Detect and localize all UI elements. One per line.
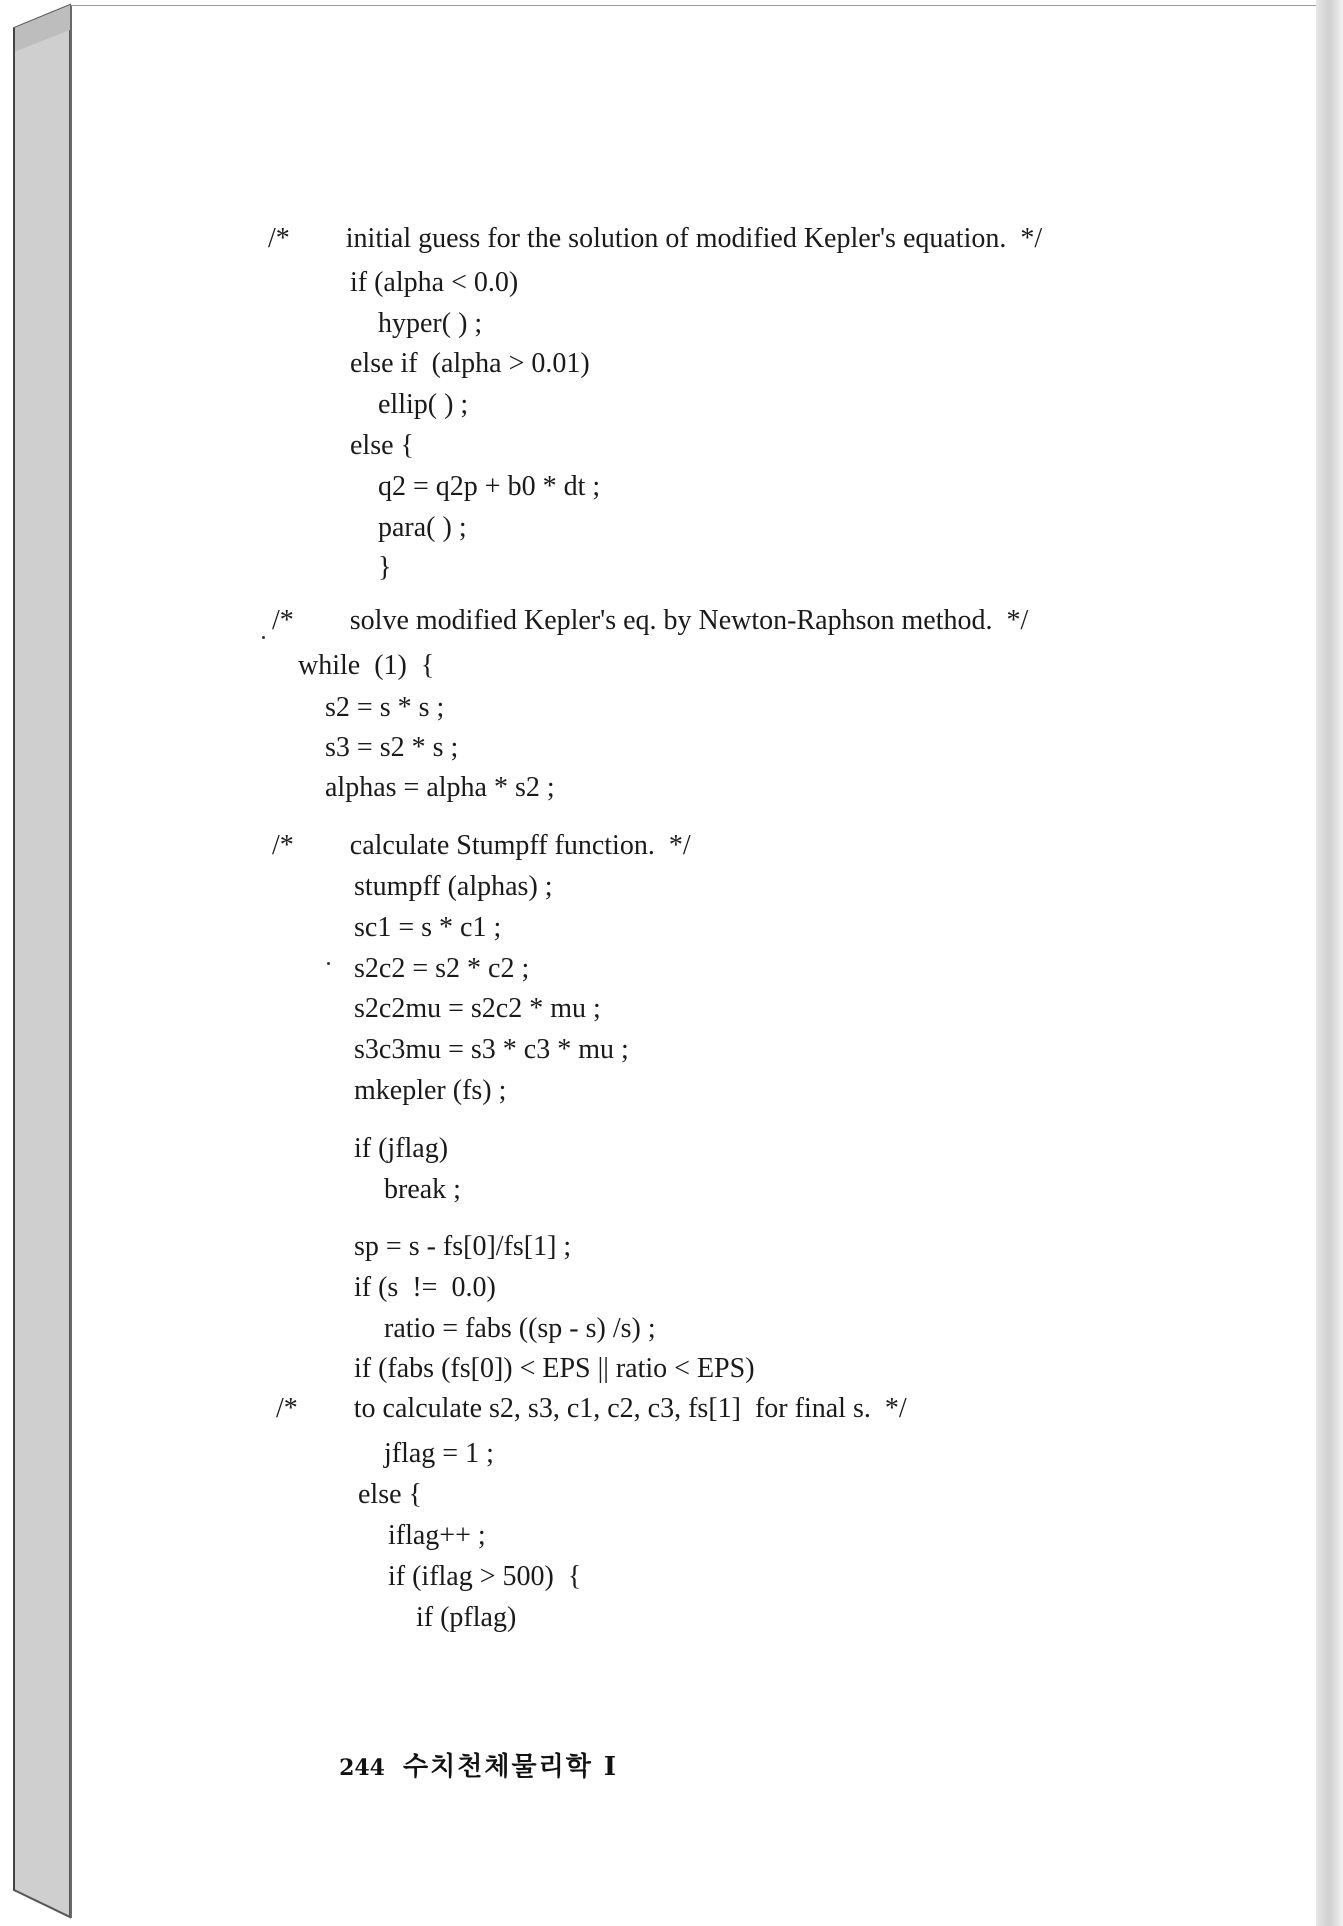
code-line: if (s != 0.0) (354, 1272, 496, 1303)
code-line: ratio = fabs ((sp - s) /s) ; (384, 1313, 656, 1344)
code-line: s2c2 = s2 * c2 ; (354, 953, 530, 984)
code-comment-line: /* calculate Stumpff function. */ (272, 830, 691, 861)
code-comment-line: /* solve modified Kepler's eq. by Newton-Raphson method. */ (272, 605, 1029, 636)
code-line: iflag++ ; (388, 1520, 486, 1551)
code-line: break ; (384, 1174, 461, 1205)
code-line: hyper( ) ; (378, 308, 483, 339)
code-line: if (alpha < 0.0) (350, 267, 519, 298)
code-line: sp = s - fs[0]/fs[1] ; (354, 1231, 572, 1262)
code-line: mkepler (fs) ; (354, 1075, 507, 1106)
code-comment-line: /* to calculate s2, s3, c1, c2, c3, fs[1] for final s. */ (276, 1393, 907, 1424)
code-line: stumpff (alphas) ; (354, 871, 553, 902)
page-number: 244 (339, 1755, 385, 1781)
page-sheet (70, 5, 1327, 1918)
code-line: alphas = alpha * s2 ; (325, 772, 555, 803)
code-line: s3 = s2 * s ; (325, 732, 459, 763)
code-line: s2 = s * s ; (325, 692, 445, 723)
code-line: } (378, 552, 392, 583)
code-line: para( ) ; (378, 512, 467, 543)
code-line: ellip( ) ; (378, 389, 469, 420)
code-line: else { (358, 1479, 422, 1510)
page-footer (306, 1716, 618, 1813)
code-line: if (pflag) (416, 1602, 517, 1633)
code-line: if (fabs (fs[0]) < EPS || ratio < EPS) (354, 1353, 755, 1384)
code-line: if (iflag > 500) { (388, 1561, 582, 1592)
page-right-edge (1316, 0, 1343, 1926)
code-line: s2c2mu = s2c2 * mu ; (354, 993, 601, 1024)
code-line: q2 = q2p + b0 * dt ; (378, 471, 601, 502)
code-line: else if (alpha > 0.01) (350, 348, 590, 379)
stray-mark (327, 962, 330, 965)
code-line: else { (350, 430, 414, 461)
code-line: while (1) { (298, 650, 435, 681)
code-line: jflag = 1 ; (384, 1438, 494, 1469)
stray-mark (262, 636, 265, 639)
code-line: s3c3mu = s3 * c3 * mu ; (354, 1034, 629, 1065)
book-title: 수치천체물리학 I (403, 1752, 619, 1782)
code-line: sc1 = s * c1 ; (354, 912, 502, 943)
code-comment-line: /* initial guess for the solution of modified Kepler's equation. */ (268, 223, 1043, 254)
code-line: if (jflag) (354, 1133, 449, 1164)
